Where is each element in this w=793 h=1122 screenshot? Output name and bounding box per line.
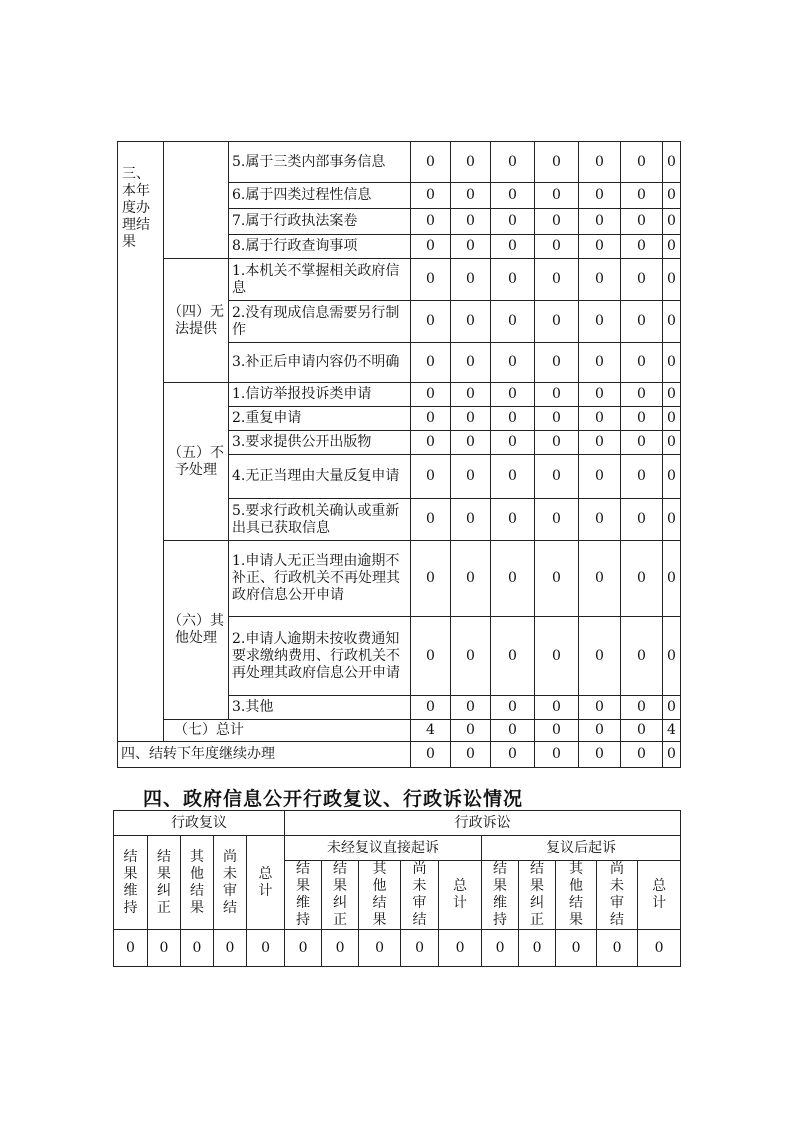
cell-value: 0 [491, 209, 535, 235]
cell-value: 0 [579, 455, 621, 499]
cell-value: 0 [535, 431, 579, 455]
litigation-header: 行政诉讼 [285, 811, 681, 836]
cell-value: 0 [663, 235, 681, 259]
review-subcol-header: 结 果 维 持 [114, 836, 148, 930]
cell-value: 0 [579, 343, 621, 383]
cell-value: 0 [535, 383, 579, 407]
cell-value: 0 [491, 343, 535, 383]
cell-value: 0 [621, 696, 663, 720]
cell-value: 0 [579, 259, 621, 301]
cell-value: 0 [214, 930, 247, 967]
cell-value: 0 [663, 431, 681, 455]
cell-value: 0 [482, 930, 519, 967]
review-header: 行政复议 [114, 811, 285, 836]
cell-value: 0 [621, 259, 663, 301]
row-label: 3.补正后申请内容仍不明确 [229, 343, 411, 383]
litigation-subcol-header: 尚 未 审 结 [401, 861, 439, 930]
cell-value: 0 [535, 343, 579, 383]
table-row [118, 383, 681, 407]
total-row [118, 720, 681, 742]
cell-value: 0 [411, 499, 451, 541]
cell-value: 0 [579, 301, 621, 343]
cell-value: 0 [638, 930, 681, 967]
cell-value: 0 [663, 455, 681, 499]
cell-value: 0 [451, 259, 491, 301]
cell-value: 0 [451, 720, 491, 742]
litigation-subcol-header: 总 计 [439, 861, 482, 930]
cell-value: 0 [491, 259, 535, 301]
cell-value: 0 [621, 142, 663, 183]
cell-value: 0 [148, 930, 181, 967]
cell-value: 0 [556, 930, 597, 967]
cell-value: 0 [451, 499, 491, 541]
cell-value: 0 [451, 407, 491, 431]
cell-value: 0 [411, 259, 451, 301]
cell-value: 0 [621, 431, 663, 455]
cell-value: 0 [322, 930, 359, 967]
cell-value: 0 [451, 696, 491, 720]
row-label: 2.没有现成信息需要另行制作 [229, 301, 411, 343]
cell-value: 0 [579, 720, 621, 742]
litigation-subcol-header: 尚 未 审 结 [597, 861, 638, 930]
litigation-subcol-header: 总 计 [638, 861, 681, 930]
cell-value: 0 [663, 696, 681, 720]
cell-value: 0 [451, 235, 491, 259]
cell-value: 0 [621, 455, 663, 499]
cell-value: 0 [181, 930, 214, 967]
cell-value: 0 [579, 235, 621, 259]
carryover-row [118, 742, 681, 768]
cell-value: 0 [411, 183, 451, 209]
direct-suit-header: 未经复议直接起诉 [285, 836, 482, 861]
cell-value: 0 [579, 617, 621, 696]
cell-value: 0 [621, 183, 663, 209]
litigation-subcol-header: 结 果 纠 正 [519, 861, 556, 930]
row-label: 2.申请人逾期未按收费通知要求缴纳费用、行政机关不再处理其政府信息公开申请 [229, 617, 411, 696]
cell-value: 0 [535, 142, 579, 183]
application-results-table [117, 141, 681, 768]
cell-value: 0 [663, 142, 681, 183]
review-subcol-header: 其 他 结 果 [181, 836, 214, 930]
cell-value: 0 [535, 183, 579, 209]
cell-value: 0 [519, 930, 556, 967]
cell-value: 0 [663, 183, 681, 209]
cell-value: 0 [411, 431, 451, 455]
litigation-subcol-header: 结 果 维 持 [482, 861, 519, 930]
cell-value: 0 [359, 930, 401, 967]
cell-value: 0 [535, 259, 579, 301]
review-litigation-table [113, 810, 681, 967]
cell-value: 0 [535, 541, 579, 617]
cell-value: 0 [411, 742, 451, 768]
cell-value: 0 [451, 209, 491, 235]
cell-value: 0 [535, 720, 579, 742]
group-4-label: （四）无法提供 [164, 259, 229, 383]
row-label: 1.申请人无正当理由逾期不补正、行政机关不再处理其政府信息公开申请 [229, 541, 411, 617]
cell-value: 0 [663, 259, 681, 301]
row-label: 3.要求提供公开出版物 [229, 431, 411, 455]
cell-value: 0 [491, 235, 535, 259]
cell-value: 0 [535, 617, 579, 696]
cell-value: 0 [247, 930, 285, 967]
review-subcol-header: 总 计 [247, 836, 285, 930]
row-label: 1.本机关不掌握相关政府信息 [229, 259, 411, 301]
group-5-label: （五）不予处理 [164, 383, 229, 541]
cell-value: 0 [535, 407, 579, 431]
cell-value: 0 [663, 383, 681, 407]
cell-value: 0 [663, 407, 681, 431]
cell-value: 0 [621, 720, 663, 742]
cell-value: 0 [491, 407, 535, 431]
row-label: 8.属于行政查询事项 [229, 235, 411, 259]
cell-value: 0 [579, 541, 621, 617]
row-label: 5.属于三类内部事务信息 [229, 142, 411, 183]
cell-value: 0 [535, 742, 579, 768]
cell-value: 0 [663, 617, 681, 696]
group-6-label: （六）其他处理 [164, 541, 229, 720]
cell-value: 0 [451, 455, 491, 499]
cell-value: 0 [411, 343, 451, 383]
cell-value: 0 [579, 407, 621, 431]
cell-value: 0 [597, 930, 638, 967]
cell-value: 0 [411, 407, 451, 431]
cell-value: 0 [411, 142, 451, 183]
cell-value: 0 [451, 617, 491, 696]
row-label: 1.信访举报投诉类申请 [229, 383, 411, 407]
cell-value: 0 [621, 343, 663, 383]
cell-value: 0 [621, 383, 663, 407]
cell-value: 0 [411, 235, 451, 259]
cell-value: 0 [451, 343, 491, 383]
group-3-label [164, 142, 229, 259]
cell-value: 0 [451, 742, 491, 768]
cell-value: 0 [535, 301, 579, 343]
cell-value: 0 [451, 541, 491, 617]
cell-value: 0 [663, 209, 681, 235]
review-subcol-header: 尚 未 审 结 [214, 836, 247, 930]
after-review-header: 复议后起诉 [482, 836, 681, 861]
cell-value: 0 [621, 407, 663, 431]
litigation-subcol-header: 其 他 结 果 [556, 861, 597, 930]
cell-value: 0 [491, 455, 535, 499]
cell-value: 0 [535, 696, 579, 720]
row-label: 4.无正当理由大量反复申请 [229, 455, 411, 499]
cell-value: 0 [663, 541, 681, 617]
cell-value: 0 [621, 617, 663, 696]
cell-value: 0 [411, 541, 451, 617]
cell-value: 0 [491, 696, 535, 720]
litigation-subcol-header: 结 果 纠 正 [322, 861, 359, 930]
cell-value: 0 [535, 209, 579, 235]
cell-value: 0 [535, 235, 579, 259]
cell-value: 0 [491, 742, 535, 768]
cell-value: 0 [579, 183, 621, 209]
cell-value: 0 [285, 930, 322, 967]
cell-value: 0 [411, 696, 451, 720]
cell-value: 0 [451, 142, 491, 183]
cell-value: 0 [451, 183, 491, 209]
litigation-subcol-header: 结 果 维 持 [285, 861, 322, 930]
cell-value: 4 [663, 720, 681, 742]
cell-value: 0 [411, 455, 451, 499]
cell-value: 0 [491, 431, 535, 455]
cell-value: 0 [621, 209, 663, 235]
cell-value: 0 [491, 142, 535, 183]
cell-value: 0 [439, 930, 482, 967]
cell-value: 0 [621, 499, 663, 541]
cell-value: 0 [621, 301, 663, 343]
cell-value: 0 [535, 455, 579, 499]
table-row [118, 259, 681, 301]
cell-value: 0 [411, 209, 451, 235]
carryover-label: 四、结转下年度继续办理 [118, 742, 411, 768]
cell-value: 0 [451, 383, 491, 407]
cell-value: 0 [579, 742, 621, 768]
cell-value: 0 [663, 343, 681, 383]
cell-value: 0 [451, 431, 491, 455]
cell-value: 0 [579, 383, 621, 407]
review-subcol-header: 结 果 纠 正 [148, 836, 181, 930]
cell-value: 0 [411, 383, 451, 407]
row-label: 5.要求行政机关确认或重新出具已获取信息 [229, 499, 411, 541]
cell-value: 0 [621, 742, 663, 768]
cell-value: 0 [401, 930, 439, 967]
table-row [118, 142, 681, 183]
cell-value: 0 [491, 720, 535, 742]
cell-value: 0 [114, 930, 148, 967]
table-row [118, 541, 681, 617]
row-label: 6.属于四类过程性信息 [229, 183, 411, 209]
cell-value: 0 [491, 617, 535, 696]
cell-value: 0 [663, 499, 681, 541]
cell-value: 0 [663, 301, 681, 343]
cell-value: 0 [491, 541, 535, 617]
litigation-subcol-header: 其 他 结 果 [359, 861, 401, 930]
cell-value: 0 [579, 142, 621, 183]
section-3-label: 三、本年度办理结果 [118, 142, 164, 742]
cell-value: 0 [535, 499, 579, 541]
cell-value: 0 [579, 209, 621, 235]
cell-value: 0 [621, 541, 663, 617]
cell-value: 0 [579, 431, 621, 455]
cell-value: 0 [491, 383, 535, 407]
section-title-review-litigation: 四、政府信息公开行政复议、行政诉讼情况 [143, 788, 524, 810]
cell-value: 0 [621, 235, 663, 259]
total-label: （七）总计 [164, 720, 411, 742]
cell-value: 0 [491, 183, 535, 209]
cell-value: 0 [411, 617, 451, 696]
cell-value: 0 [663, 742, 681, 768]
cell-value: 0 [491, 301, 535, 343]
cell-value: 0 [451, 301, 491, 343]
cell-value: 0 [579, 696, 621, 720]
row-label: 7.属于行政执法案卷 [229, 209, 411, 235]
cell-value: 0 [491, 499, 535, 541]
cell-value: 4 [411, 720, 451, 742]
row-label: 3.其他 [229, 696, 411, 720]
row-label: 2.重复申请 [229, 407, 411, 431]
cell-value: 0 [579, 499, 621, 541]
cell-value: 0 [411, 301, 451, 343]
